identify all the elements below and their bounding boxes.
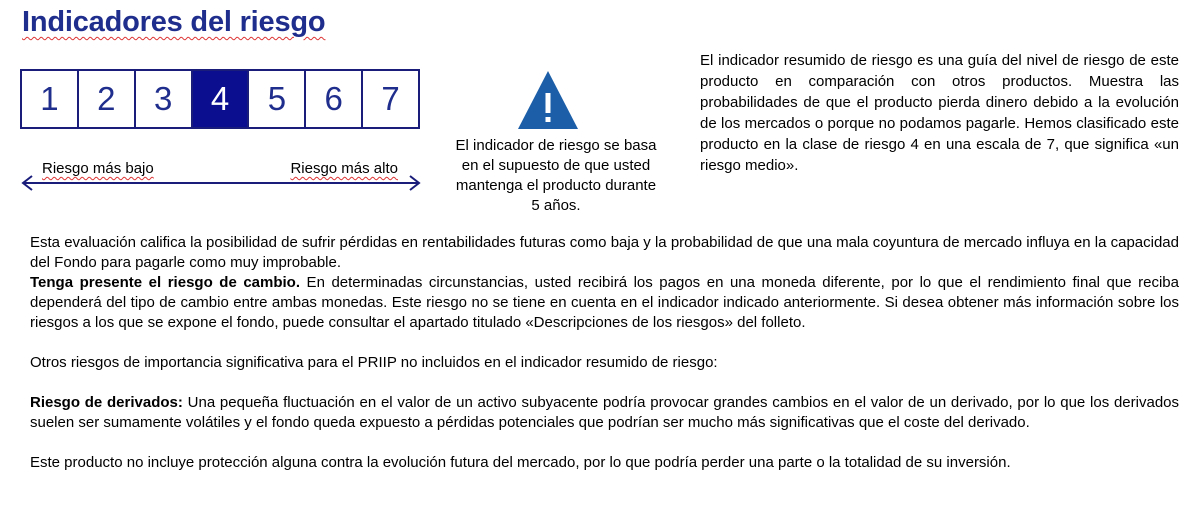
risk-level-2: 2 [79,71,136,127]
evaluation-paragraph: Esta evaluación califica la posibilidad de sufrir pérdidas en rentabilidades futuras como baja y la probabilidad de que una mala coyuntura de mercado influya en la capacidad del Fondo para pagarle como muy improbable. [30,234,1179,271]
derivatives-risk-text: Una pequeña fluctuación en el valor de un activo subyacente podría provocar grandes cambios en el valor de un derivado, por lo que los derivados suelen ser sumamente volátiles y el fondo queda expuesto a pérdidas potenciales que podrían ser mucho más significativas que el coste del derivado. [30,394,1179,431]
risk-level-6: 6 [306,71,363,127]
page-title: Indicadores del riesgo [22,6,326,38]
risk-summary-text: El indicador resumido de riesgo es una guía del nivel de riesgo de este producto en comparación con otros productos. Muestra las probabilidades de que el producto pierda dinero debido a la evolución de los mercados o porque no podamos pagarle. Hemos clasificado este producto en la clase de riesgo 4 en una escala de 7, que significa «un riesgo medio». [700,52,1179,174]
currency-risk-paragraph [30,273,1179,333]
double-arrow-icon [20,174,422,192]
risk-explanation [30,233,1179,473]
warning-triangle-icon [516,69,580,131]
no-protection-paragraph: Este producto no incluye protección alguna contra la evolución futura del mercado, por lo que podría perder una parte o la totalidad de su inversión. [30,454,1011,471]
derivatives-risk-paragraph [30,393,1179,433]
currency-risk-heading: Tenga presente el riesgo de cambio. [30,274,301,291]
risk-level-1: 1 [22,71,79,127]
holding-period-note: El indicador de riesgo se basa en el supuesto de que usted mantenga el producto durante 5 años. [455,137,657,214]
risk-level-5: 5 [249,71,306,127]
risk-high-label: Riesgo más alto [290,160,398,177]
risk-level-7: 7 [381,80,400,117]
other-risks-paragraph: Otros riesgos de importancia significativa para el PRIIP no incluidos en el indicador resumido de riesgo: [30,354,718,371]
risk-scale [20,69,420,129]
derivatives-risk-heading: Riesgo de derivados: [30,394,183,411]
risk-direction-arrow [20,160,422,194]
risk-low-label: Riesgo más bajo [42,160,154,177]
risk-level-3: 3 [136,71,193,127]
risk-level-4-selected: 4 [193,71,250,127]
currency-risk-text: En determinadas circunstancias, usted recibirá los pagos en una moneda diferente, por lo que el rendimiento final que reciba dependerá del tipo de cambio entre ambas monedas. Este riesgo no se tiene en cuenta en el indicador indicado anteriormente. Si desea obtener más información sobre los riesgos a los que se expone el fondo, puede consultar el apartado titulado «Descripciones de los riesgos» del folleto. [30,274,1179,331]
